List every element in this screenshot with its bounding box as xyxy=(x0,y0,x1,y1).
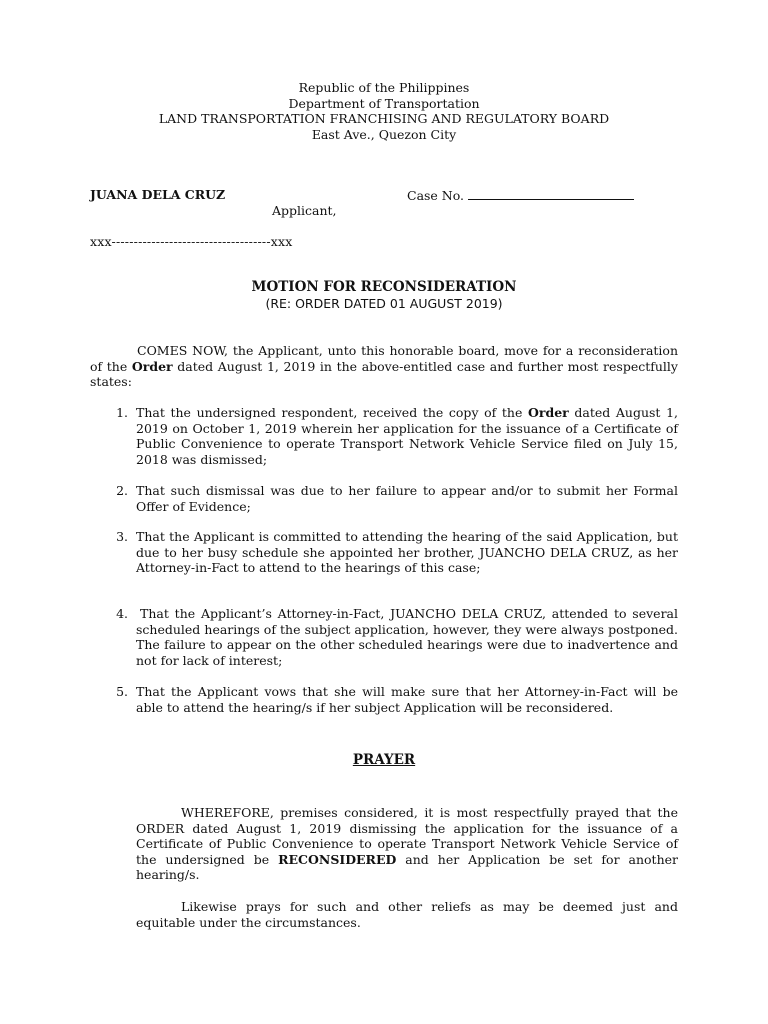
case-number xyxy=(407,187,634,204)
item-1-order-word: Order xyxy=(528,405,569,420)
prayer-heading xyxy=(0,753,768,769)
prayer-text-1: WHEREFORE, premises considered, it is most respectfully prayed that the ORDER dated August 1, 2019 dismissing the application for the issuance of a Certificate of Public Convenience to operate Transport Network Vehicle Service of the undersigned be xyxy=(136,805,678,867)
item-number: 2. xyxy=(116,483,128,498)
prayer-text-2: and her Application be set for another hearing/s. xyxy=(136,851,678,882)
party-name: JUANA DELA CRUZ xyxy=(90,187,226,202)
header-department: Department of Transportation xyxy=(288,95,480,111)
list-item: That the Applicant’s Attorney-in-Fact, JUANCHO DELA CRUZ, attended to several scheduled hearings of the subject application, however, they were always postponed. The failure to appear on the other scheduled hearings were due to inadvertence and not for lack of interest; xyxy=(136,606,678,668)
prayer-relief-paragraph: Likewise prays for such and other reliefs as may be deemed just and equitable under the circumstances. xyxy=(136,899,678,930)
intro-text-2: dated August 1, 2019 in the above-entitled case and further most respectfully states: xyxy=(90,358,678,389)
case-number-blank xyxy=(468,187,634,200)
item-number: 4. xyxy=(116,606,128,621)
prayer-paragraph xyxy=(136,805,678,883)
caption-separator: xxx------------------------------------xxx xyxy=(90,234,293,249)
header-republic: Republic of the Philippines xyxy=(298,80,470,95)
intro-order-word: Order xyxy=(131,358,173,374)
document-title: MOTION FOR RECONSIDERATION xyxy=(251,279,517,295)
list-item: That such dismissal was due to her failure to appear and/or to submit her Formal Offer of Evidence; xyxy=(136,483,678,514)
item-1-text-b: dated August 1, 2019 on October 1, 2019 wherein her application for the issuance of a Certificate of Public Convenience to operate Transport Network Vehicle Service filed on July 15, 2018 was dismissed; xyxy=(136,405,678,467)
party-role: Applicant, xyxy=(272,203,337,218)
list-item: That the Applicant is committed to attending the hearing of the said Application, but due to her busy schedule she appointed her brother, JUANCHO DELA CRUZ, as her Attorney-in-Fact to attend to the hearings of this case; xyxy=(136,529,678,575)
case-number-label: Case No. xyxy=(407,188,465,203)
prayer-heading-text: PRAYER xyxy=(352,752,416,768)
item-number: 5. xyxy=(116,684,128,699)
header-block xyxy=(0,80,768,142)
prayer-reconsidered: RECONSIDERED xyxy=(278,851,397,867)
item-number: 1. xyxy=(116,405,128,420)
list-item: That the Applicant vows that she will make sure that her Attorney-in-Fact will be able to attend the hearing/s if her subject Application will be reconsidered. xyxy=(136,684,678,715)
header-address: East Ave., Quezon City xyxy=(311,126,457,142)
intro-paragraph xyxy=(90,343,678,390)
list-item xyxy=(136,405,678,467)
intro-text-1: COMES NOW, the Applicant, unto this honorable board, move for a reconsideration of the xyxy=(90,343,678,374)
header-board: LAND TRANSPORTATION FRANCHISING AND REGULATORY BOARD xyxy=(158,111,610,126)
item-1-text-a: That the undersigned respondent, received the copy of the xyxy=(136,405,528,420)
item-number: 3. xyxy=(116,529,128,544)
document-subtitle: (RE: ORDER DATED 01 AUGUST 2019) xyxy=(265,296,503,311)
